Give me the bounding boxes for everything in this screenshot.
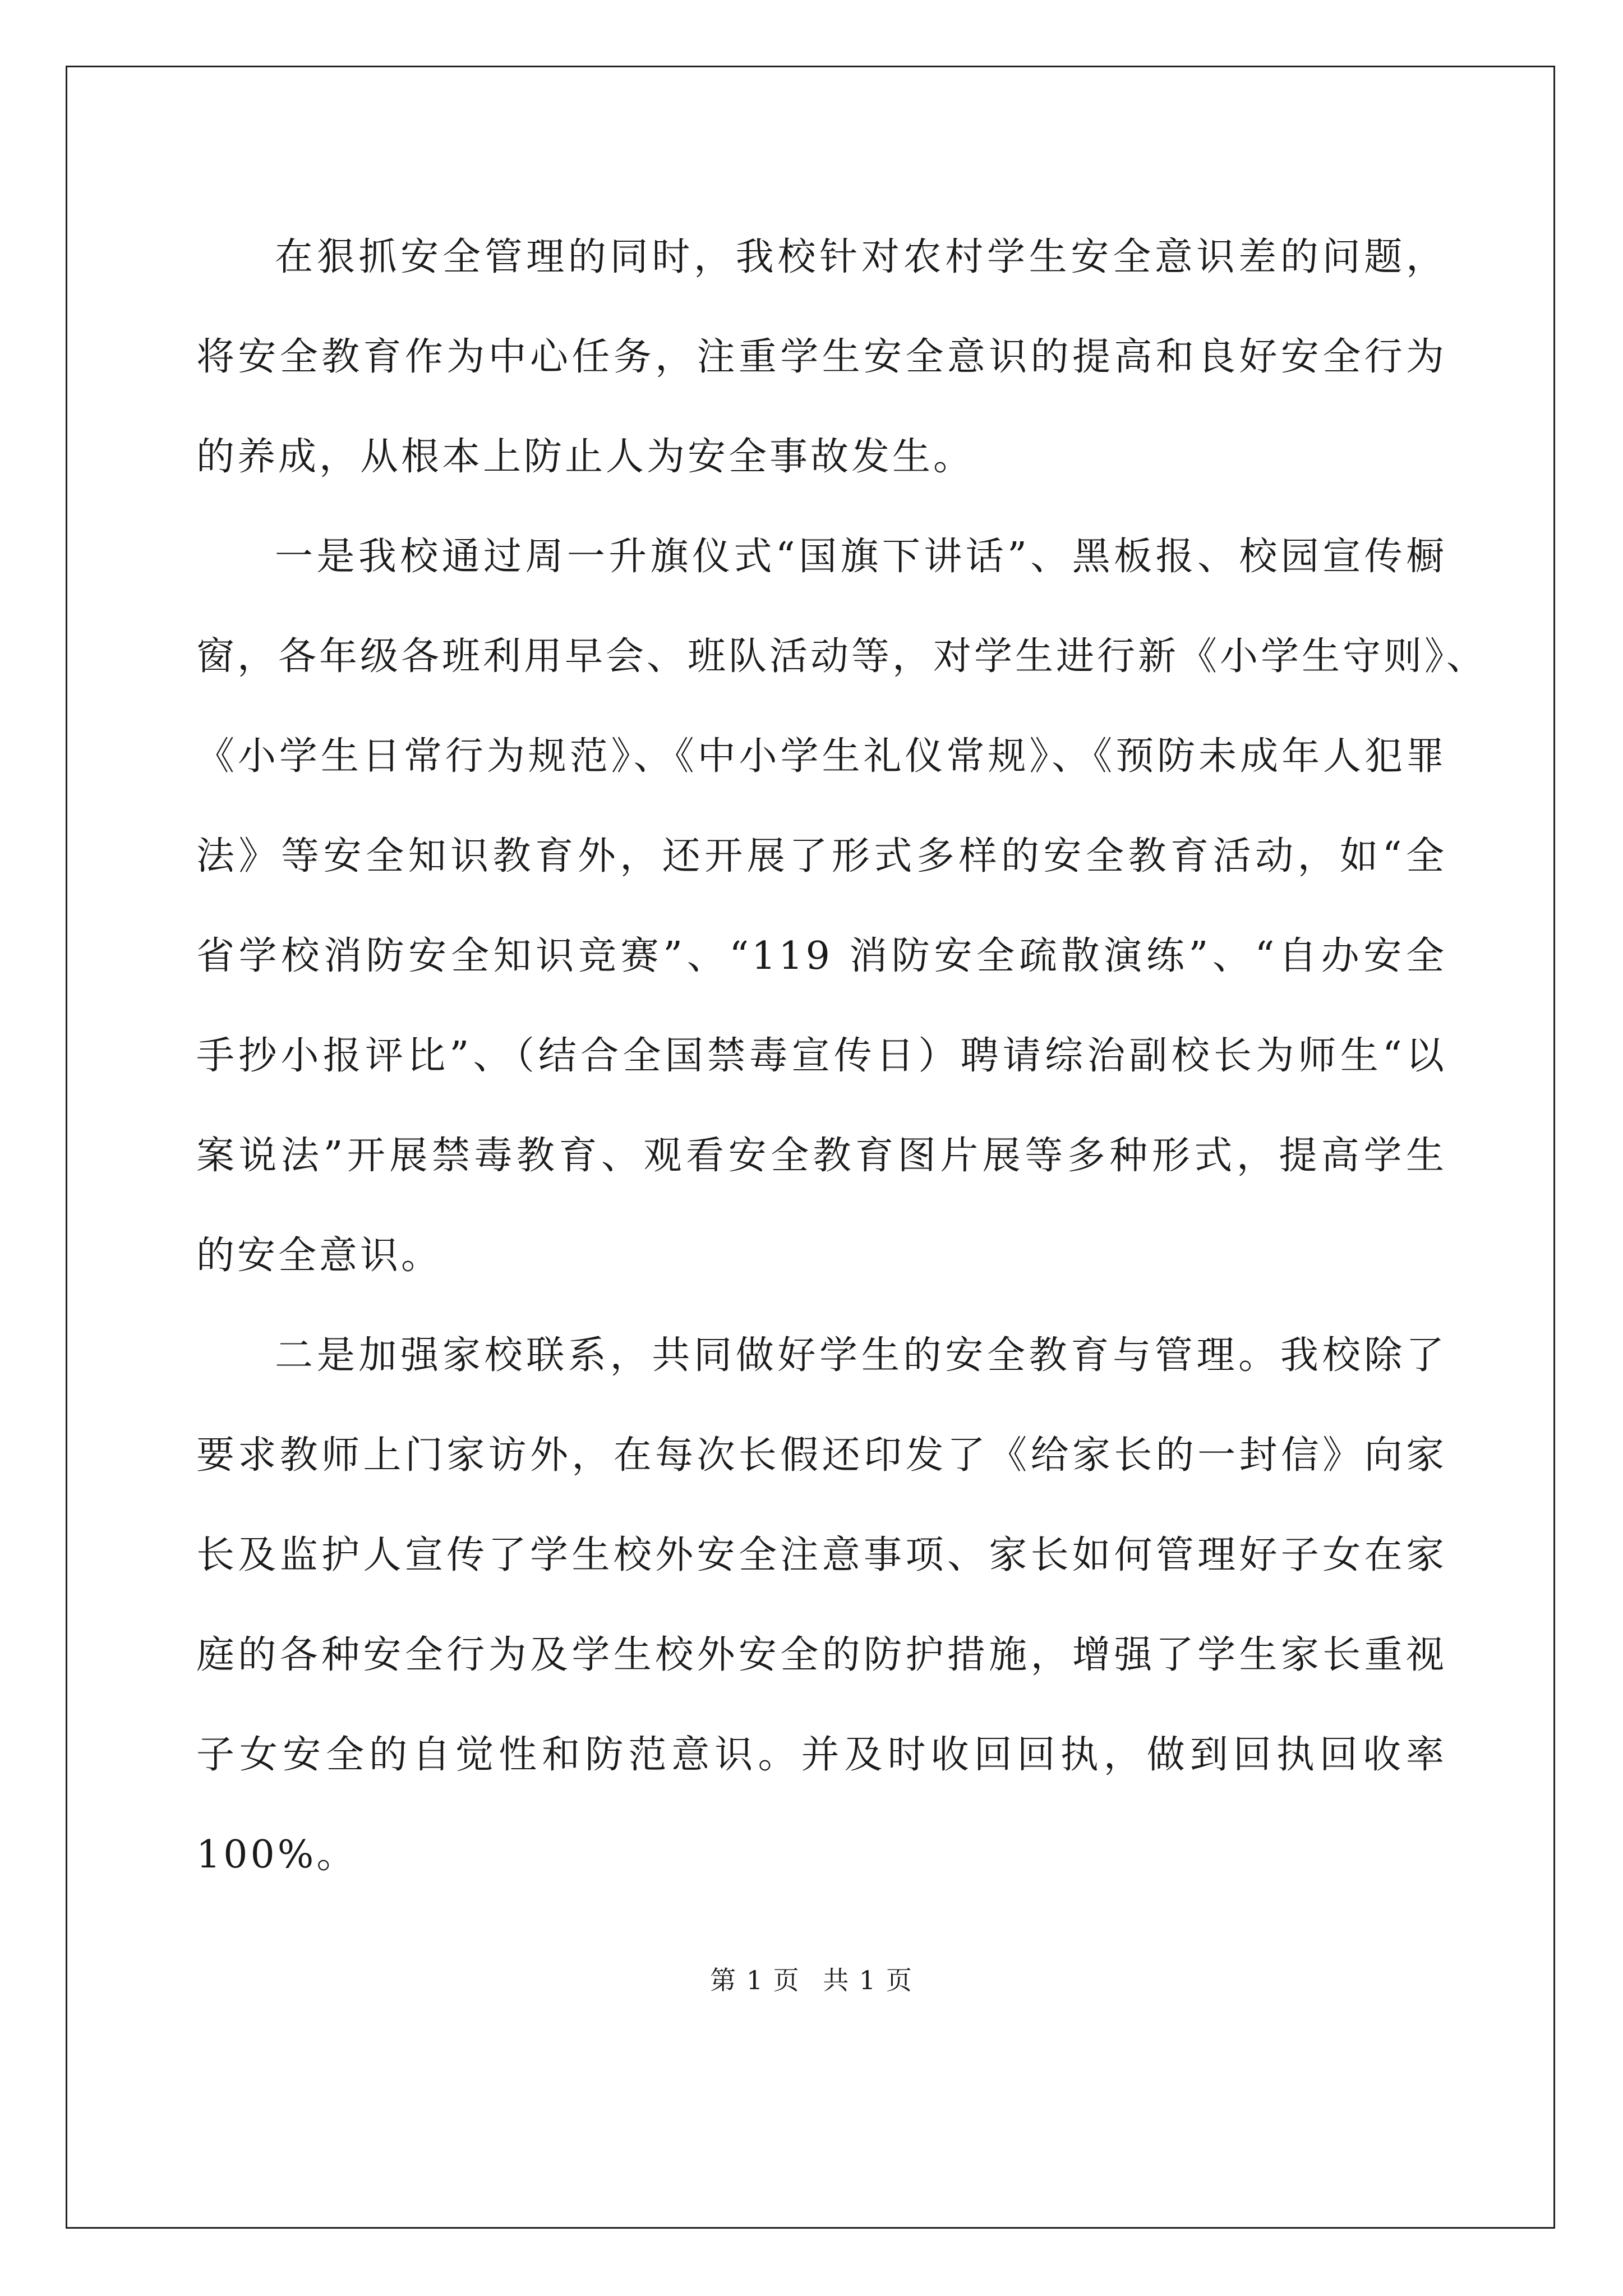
paragraph-2-line-7: 案说法”开展禁毒教育、观看安全教育图片展等多种形式，提高学生 [196, 1134, 1447, 1178]
paragraph-3-line-2: 要求教师上门家访外，在每次长假还印发了《给家长的一封信》向家 [196, 1433, 1447, 1478]
paragraph-2-line-2: 窗，各年级各班利用早会、班队活动等，对学生进行新《小学生守则》、 [196, 634, 1488, 679]
paragraph-1-line-3: 的养成，从根本上防止人为安全事故发生。 [196, 435, 975, 479]
paragraph-2-line-5: 省学校消防安全知识竞赛”、“119 消防安全疏散演练”、“自办安全 [196, 934, 1447, 978]
paragraph-3-line-1: 二是加强家校联系，共同做好学生的安全教育与管理。我校除了 [275, 1333, 1447, 1378]
paragraph-2-line-8: 的安全意识。 [196, 1234, 442, 1278]
paragraph-2-line-3: 《小学生日常行为规范》、《中小学生礼仪常规》、《预防未成年人犯罪 [196, 734, 1447, 779]
paragraph-3-line-3: 长及监护人宣传了学生校外安全注意事项、家长如何管理好子女在家 [196, 1533, 1447, 1577]
page-footer [0, 1963, 1623, 1997]
paragraph-1-line-2: 将安全教育作为中心任务，注重学生安全意识的提高和良好安全行为 [196, 335, 1447, 379]
paragraph-2-line-4: 法》等安全知识教育外，还开展了形式多样的安全教育活动，如“全 [196, 834, 1447, 878]
paragraph-3-line-5: 子女安全的自觉性和防范意识。并及时收回回执，做到回执回收率 [196, 1733, 1447, 1777]
paragraph-3-line-6: 100%。 [196, 1833, 358, 1877]
page-number-total: 共 1 页 [823, 1965, 913, 1995]
paragraph-1-line-1: 在狠抓安全管理的同时，我校针对农村学生安全意识差的问题， [275, 235, 1447, 279]
document-body [196, 208, 1488, 1905]
paragraph-3-line-4: 庭的各种安全行为及学生校外安全的防护措施，增强了学生家长重视 [196, 1633, 1447, 1677]
paragraph-2-line-6: 手抄小报评比”、（结合全国禁毒宣传日）聘请综治副校长为师生“以 [196, 1034, 1447, 1078]
page-number-current: 第 1 页 [710, 1965, 800, 1995]
paragraph-2-line-1: 一是我校通过周一升旗仪式“国旗下讲话”、黑板报、校园宣传橱 [275, 535, 1447, 579]
